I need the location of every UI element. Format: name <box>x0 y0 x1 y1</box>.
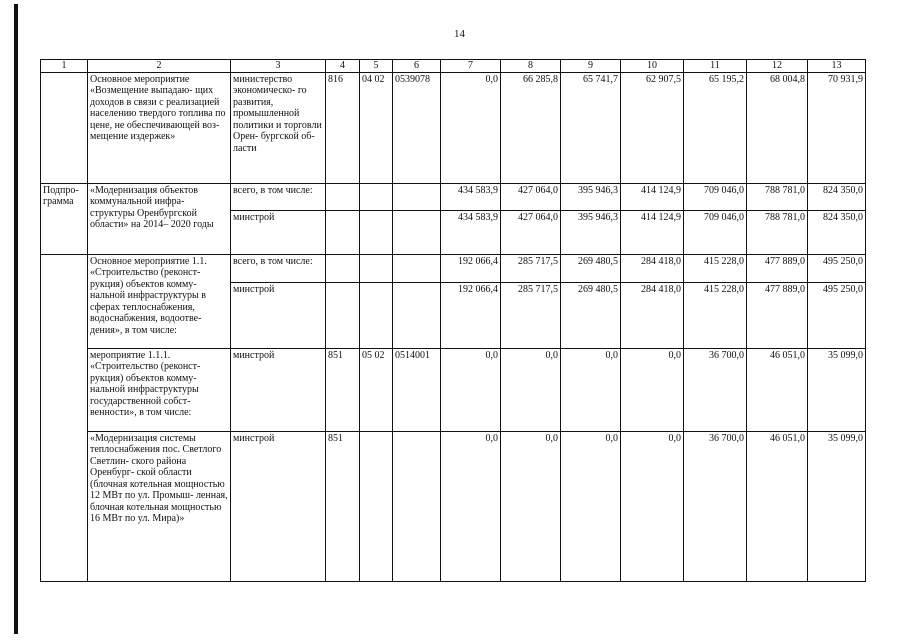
code-cell <box>393 210 441 254</box>
col-header: 5 <box>360 60 393 73</box>
col-header: 4 <box>326 60 360 73</box>
value-cell: 477 889,0 <box>747 282 808 348</box>
executor-cell: минстрой <box>231 431 326 581</box>
value-cell: 192 066,4 <box>441 254 501 282</box>
col-header: 13 <box>808 60 866 73</box>
value-cell: 65 195,2 <box>684 72 747 183</box>
row-title-cell: мероприятие 1.1.1. «Строительство (реконст- рукция) объектов комму- нальной инфраструктуры государственной собст- венности», в том числе: <box>88 348 231 431</box>
code-cell: 0514001 <box>393 348 441 431</box>
row-title-cell: Основное мероприятие «Возмещение выпадаю- щих доходов в связи с реализацией населению твердого топлива по цене, не обеспечивающей воз- мещение издержек» <box>88 72 231 183</box>
value-cell: 0,0 <box>561 431 621 581</box>
value-cell: 414 124,9 <box>621 210 684 254</box>
value-cell: 709 046,0 <box>684 183 747 210</box>
value-cell: 36 700,0 <box>684 431 747 581</box>
col-header: 10 <box>621 60 684 73</box>
code-cell <box>360 254 393 282</box>
code-cell: 0539078 <box>393 72 441 183</box>
executor-cell: министерство экономическо- го развития, промышленной политики и торговли Орен- бургской об- ласти <box>231 72 326 183</box>
value-cell: 66 285,8 <box>501 72 561 183</box>
code-cell <box>360 431 393 581</box>
col-header: 11 <box>684 60 747 73</box>
value-cell: 0,0 <box>441 348 501 431</box>
value-cell: 35 099,0 <box>808 431 866 581</box>
table-row <box>41 254 866 282</box>
value-cell: 70 931,9 <box>808 72 866 183</box>
value-cell: 415 228,0 <box>684 254 747 282</box>
row-title-cell: Основное мероприятие 1.1. «Строительство (реконст- рукция) объектов комму- нальной инфраструктуры в сферах теплоснабжения, водоснабжения, водоотве- дения», в том числе: <box>88 254 231 348</box>
value-cell: 68 004,8 <box>747 72 808 183</box>
value-cell: 414 124,9 <box>621 183 684 210</box>
value-cell: 709 046,0 <box>684 210 747 254</box>
code-cell <box>393 431 441 581</box>
col-header: 7 <box>441 60 501 73</box>
value-cell: 65 741,7 <box>561 72 621 183</box>
value-cell: 0,0 <box>621 431 684 581</box>
value-cell: 427 064,0 <box>501 210 561 254</box>
scan-edge-bar <box>14 4 18 634</box>
table-row <box>41 72 866 183</box>
value-cell: 0,0 <box>441 431 501 581</box>
col-header: 3 <box>231 60 326 73</box>
value-cell: 46 051,0 <box>747 431 808 581</box>
value-cell: 0,0 <box>441 72 501 183</box>
code-cell <box>393 183 441 210</box>
code-cell: 851 <box>326 348 360 431</box>
code-cell: 04 02 <box>360 72 393 183</box>
row-title-cell: «Модернизация объектов коммунальной инфра- структуры Оренбургской области» на 2014– 2020 годы <box>88 183 231 254</box>
value-cell: 269 480,5 <box>561 254 621 282</box>
value-cell: 788 781,0 <box>747 183 808 210</box>
code-cell <box>360 183 393 210</box>
value-cell: 36 700,0 <box>684 348 747 431</box>
value-cell: 434 583,9 <box>441 210 501 254</box>
code-cell <box>360 282 393 348</box>
code-cell <box>326 282 360 348</box>
code-cell <box>326 183 360 210</box>
col-header: 9 <box>561 60 621 73</box>
col-header: 12 <box>747 60 808 73</box>
table-row <box>41 183 866 210</box>
executor-cell: всего, в том числе: <box>231 183 326 210</box>
value-cell: 62 907,5 <box>621 72 684 183</box>
header-row <box>41 60 866 73</box>
value-cell: 395 946,3 <box>561 210 621 254</box>
value-cell: 434 583,9 <box>441 183 501 210</box>
row-title-cell: «Модернизация системы теплоснабжения пос. Светлого Светлин- ского района Оренбург- ской области (блочная котельная мощностью 12 МВт по ул. Промыш- ленная, блочная котельная мощностью 16 МВт по ул. Мира)» <box>88 431 231 581</box>
value-cell: 395 946,3 <box>561 183 621 210</box>
value-cell: 0,0 <box>561 348 621 431</box>
value-cell: 824 350,0 <box>808 183 866 210</box>
value-cell: 427 064,0 <box>501 183 561 210</box>
code-cell <box>326 210 360 254</box>
value-cell: 285 717,5 <box>501 254 561 282</box>
value-cell: 788 781,0 <box>747 210 808 254</box>
value-cell: 284 418,0 <box>621 282 684 348</box>
code-cell <box>393 254 441 282</box>
value-cell: 192 066,4 <box>441 282 501 348</box>
code-cell: 816 <box>326 72 360 183</box>
col-header: 6 <box>393 60 441 73</box>
page-number: 14 <box>454 28 465 40</box>
value-cell: 46 051,0 <box>747 348 808 431</box>
executor-cell: минстрой <box>231 348 326 431</box>
code-cell: 05 02 <box>360 348 393 431</box>
table-row <box>41 431 866 581</box>
value-cell: 35 099,0 <box>808 348 866 431</box>
executor-cell: всего, в том числе: <box>231 254 326 282</box>
value-cell: 0,0 <box>621 348 684 431</box>
code-cell <box>393 282 441 348</box>
value-cell: 824 350,0 <box>808 210 866 254</box>
code-cell <box>326 254 360 282</box>
col-header: 1 <box>41 60 88 73</box>
budget-table <box>40 59 866 582</box>
executor-cell: минстрой <box>231 282 326 348</box>
col-header: 2 <box>88 60 231 73</box>
code-cell: 851 <box>326 431 360 581</box>
row-category-cell: Подпро- грамма <box>41 183 88 254</box>
value-cell: 495 250,0 <box>808 254 866 282</box>
value-cell: 477 889,0 <box>747 254 808 282</box>
row-category-cell <box>41 254 88 581</box>
value-cell: 284 418,0 <box>621 254 684 282</box>
value-cell: 415 228,0 <box>684 282 747 348</box>
value-cell: 0,0 <box>501 348 561 431</box>
col-header: 8 <box>501 60 561 73</box>
row-category-cell <box>41 72 88 183</box>
code-cell <box>360 210 393 254</box>
executor-cell: минстрой <box>231 210 326 254</box>
table-row <box>41 348 866 431</box>
value-cell: 269 480,5 <box>561 282 621 348</box>
value-cell: 285 717,5 <box>501 282 561 348</box>
value-cell: 495 250,0 <box>808 282 866 348</box>
value-cell: 0,0 <box>501 431 561 581</box>
